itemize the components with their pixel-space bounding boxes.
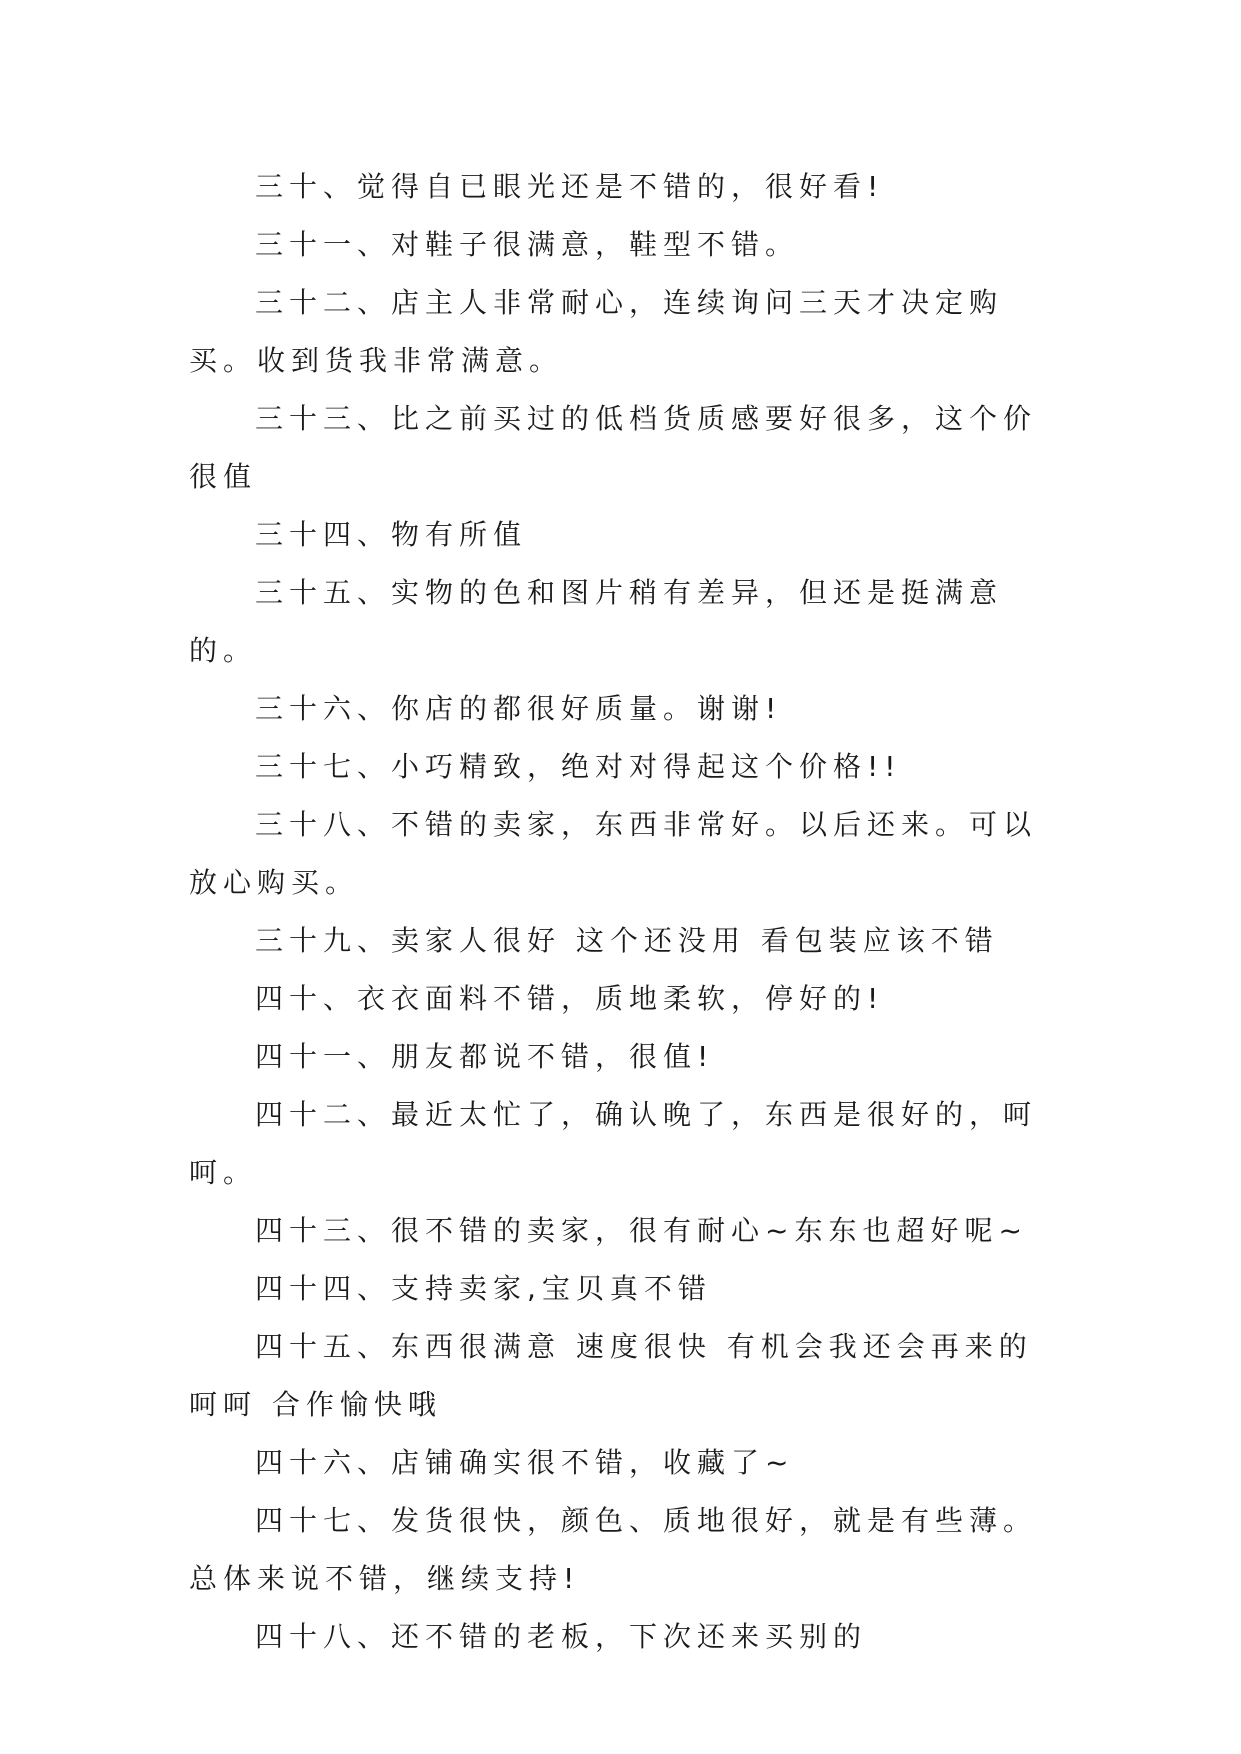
- paragraph-37: 三十七、小巧精致，绝对对得起这个价格!!: [255, 750, 902, 783]
- paragraph-34: 三十四、物有所值: [255, 518, 528, 551]
- paragraph-38: 三十八、不错的卖家，东西非常好。以后还来。可以放心购买。: [189, 808, 1038, 899]
- paragraph-40: 四十、衣衣面料不错，质地柔软，停好的!: [255, 982, 885, 1015]
- paragraph-43: 四十三、很不错的卖家，很有耐心~东东也超好呢~: [255, 1214, 1028, 1247]
- document-body: [189, 158, 1049, 1666]
- paragraph-36: 三十六、你店的都很好质量。谢谢!: [255, 692, 783, 725]
- paragraph-42: 四十二、最近太忙了，确认晚了，东西是很好的，呵呵。: [189, 1098, 1038, 1189]
- paragraph-35: 三十五、实物的色和图片稍有差异，但还是挺满意的。: [189, 576, 1004, 667]
- paragraph-46: 四十六、店铺确实很不错，收藏了~: [255, 1446, 795, 1479]
- paragraph-32: 三十二、店主人非常耐心，连续询问三天才决定购买。收到货我非常满意。: [189, 286, 1004, 377]
- paragraph-39: 三十九、卖家人很好 这个还没用 看包装应该不错: [255, 924, 999, 957]
- paragraph-33: 三十三、比之前买过的低档货质感要好很多，这个价很值: [189, 402, 1038, 493]
- paragraph-30: 三十、觉得自已眼光还是不错的，很好看!: [255, 170, 885, 203]
- paragraph-45: 四十五、东西很满意 速度很快 有机会我还会再来的 呵呵 合作愉快哦: [189, 1330, 1033, 1421]
- paragraph-48: 四十八、还不错的老板，下次还来买别的: [255, 1620, 868, 1653]
- paragraph-47: 四十七、发货很快，颜色、质地很好，就是有些薄。总体来说不错，继续支持!: [189, 1504, 1038, 1595]
- paragraph-41: 四十一、朋友都说不错，很值!: [255, 1040, 715, 1073]
- paragraph-31: 三十一、对鞋子很满意，鞋型不错。: [255, 228, 800, 261]
- paragraph-44: 四十四、支持卖家,宝贝真不错: [255, 1272, 712, 1305]
